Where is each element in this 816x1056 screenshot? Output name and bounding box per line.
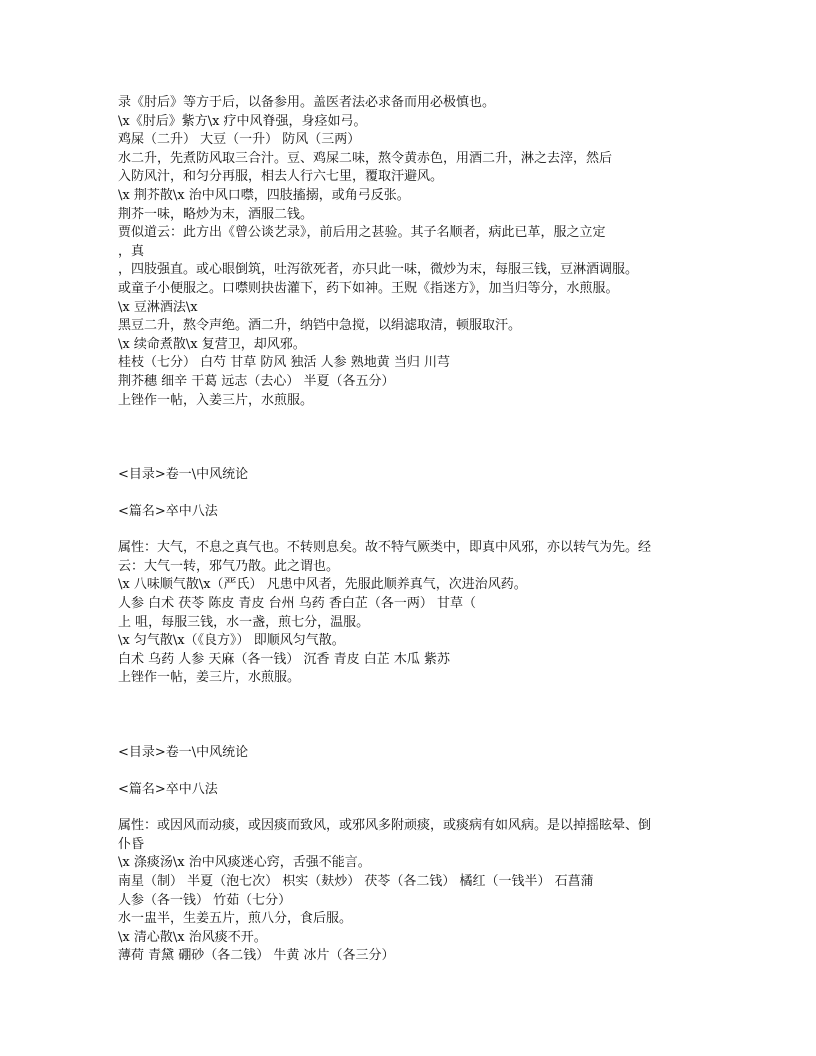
text-line: 荆芥一味，略炒为末，酒服二钱。 (118, 206, 314, 222)
spacer (118, 410, 698, 466)
ingredient-line: 薄荷 青黛 硼砂（各二钱） 牛黄 冰片（各三分） (118, 948, 395, 964)
formula-heading: \x 涤痰汤\x 治中风痰迷心窍，舌强不能言。 (118, 855, 371, 871)
text-block-3 (118, 744, 698, 966)
text-line: 属性：或因风而动痰，或因痰而致风，或邪风多附顽痰，或痰病有如风病。是以掉摇眩晕、倒 (118, 818, 652, 834)
text-line: 贾似道云：此方出《曾公谈艺录》，前后用之甚验。其子名顺者，病此已革，服之立定 (118, 225, 606, 241)
text-line: 仆昏 (118, 836, 145, 852)
text-block-1 (118, 94, 698, 410)
catalog-heading: <目录>卷一\中风统论 (118, 467, 249, 483)
text-block-2 (118, 466, 698, 688)
text-line: 上锉作一帖，姜三片，水煎服。 (118, 670, 301, 686)
ingredient-line: 鸡屎（二升） 大豆（一升） 防风（三两） (118, 132, 361, 148)
chapter-title: <篇名>卒中八法 (118, 781, 218, 797)
formula-heading: \x 匀气散\x（《良方》） 即顺风匀气散。 (118, 633, 345, 649)
text-line: 水二升，先煮防风取三合汁。豆、鸡屎二味，熬令黄赤色，用酒二升，淋之去滓，然后 (118, 150, 613, 166)
formula-heading: \x 八味顺气散\x（严氏） 凡患中风者，先服此顺养真气，次进治风药。 (118, 577, 527, 593)
text-line: ，四肢强直。或心眼倒筑，吐泻欲死者，亦只此一味，微炒为末，每服三钱，豆淋酒调服。 (118, 262, 639, 278)
catalog-heading: <目录>卷一\中风统论 (118, 745, 249, 761)
text-line: ，真 (118, 243, 145, 259)
text-line: 入防风汁，和匀分再服，相去人行六七里，覆取汗避风。 (118, 169, 444, 185)
formula-heading: \x《肘后》紫方\x 疗中风脊强，身痉如弓。 (118, 113, 367, 129)
text-line: 录《肘后》等方于后，以备参用。盖医者法必求备而用必极慎也。 (118, 95, 496, 110)
text-line: 属性：大气，不息之真气也。不转则息矣。故不特气厥类中，即真中风邪，亦以转气为先。经 (118, 540, 652, 556)
formula-heading: \x 荆芥散\x 治中风口噤，四肢搐搦，或角弓反张。 (118, 187, 410, 203)
text-line: 或童子小便服之。口噤则抉齿灌下，药下如神。王贶《指迷方》，加当归等分，水煎服。 (118, 280, 619, 296)
text-line: 黑豆二升，熬令声绝。酒二升，纳铛中急搅，以绢滤取清，顿服取汗。 (118, 318, 522, 334)
text-line: 云：大气一转，邪气乃散。此之谓也。 (118, 558, 340, 574)
spacer (118, 521, 698, 539)
ingredient-line: 南星（制） 半夏（泡七次） 枳实（麸炒） 茯苓（各二钱） 橘红（一钱半） 石菖蒲 (118, 874, 594, 889)
formula-heading: \x 续命煮散\x 复营卫，却风邪。 (118, 336, 306, 352)
chapter-title: <篇名>卒中八法 (118, 503, 218, 519)
text-line: 上 咀，每服三钱，水一盏，煎七分，温服。 (118, 614, 370, 630)
spacer (118, 763, 698, 781)
ingredient-line: 人参（各一钱） 竹茹（七分） (118, 892, 292, 908)
spacer (118, 799, 698, 817)
ingredient-line: 桂枝（七分） 白芍 甘草 防风 独活 人参 熟地黄 当归 川芎 (118, 355, 451, 371)
spacer (118, 688, 698, 744)
formula-heading: \x 豆淋酒法\x (118, 299, 198, 315)
text-line: 上锉作一帖，入姜三片，水煎服。 (118, 392, 314, 408)
formula-heading: \x 清心散\x 治风痰不开。 (118, 929, 267, 945)
ingredient-line: 人参 白术 茯苓 陈皮 青皮 台州 乌药 香白芷（各一两） 甘草（ (118, 596, 477, 612)
ingredient-line: 白术 乌药 人参 天麻（各一钱） 沉香 青皮 白芷 木瓜 紫苏 (118, 651, 451, 667)
spacer (118, 485, 698, 503)
ingredient-line: 荆芥穗 细辛 干葛 远志（去心） 半夏（各五分） (118, 373, 395, 389)
text-line: 水一盅半，生姜五片，煎八分，食后服。 (118, 911, 353, 927)
document-page (118, 94, 698, 966)
